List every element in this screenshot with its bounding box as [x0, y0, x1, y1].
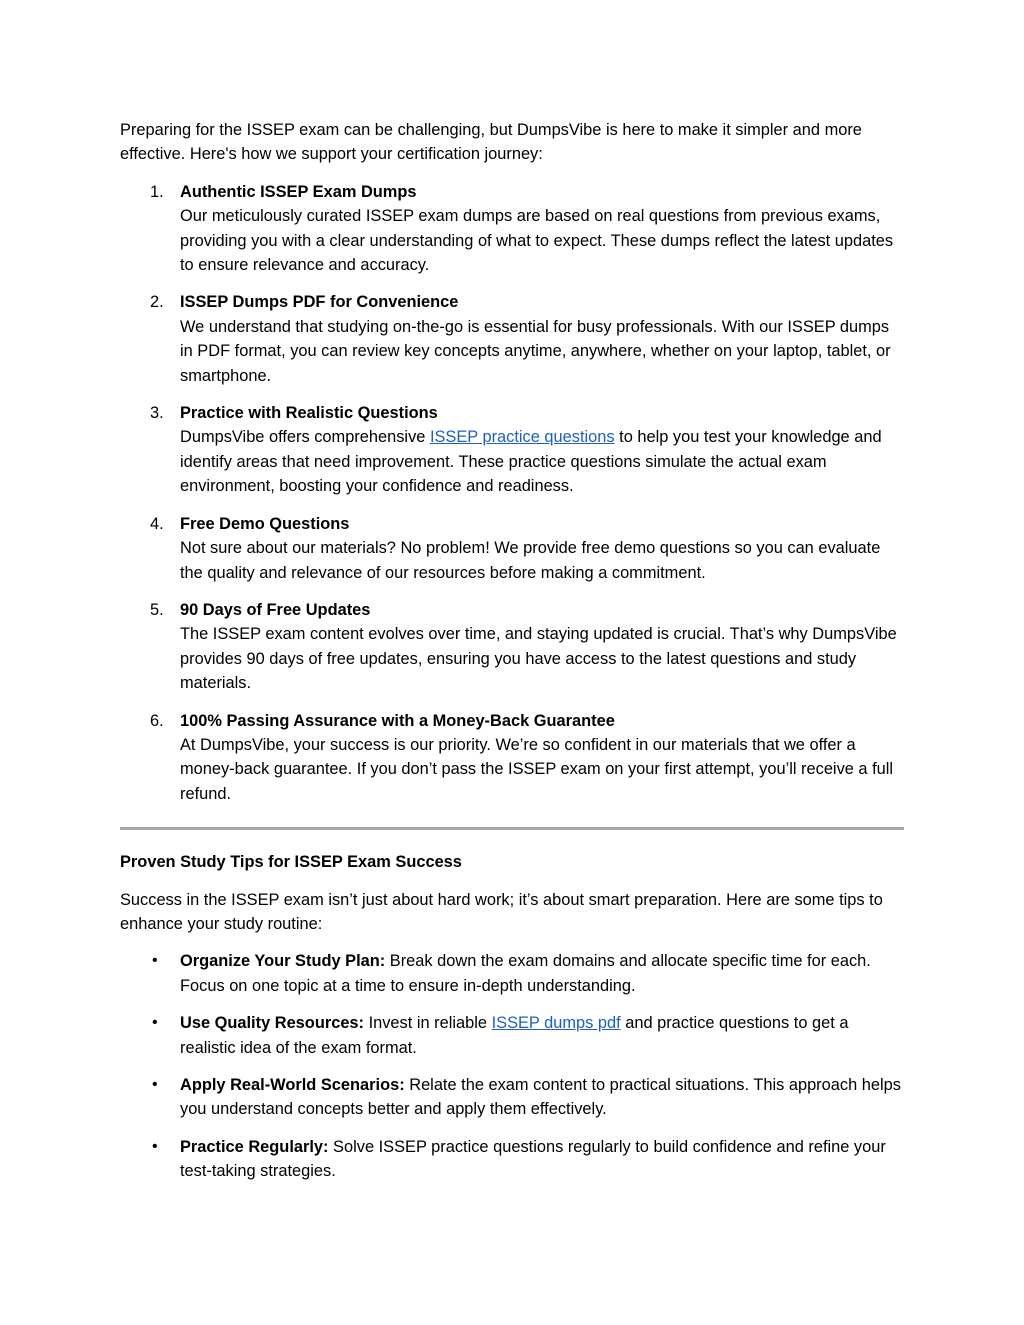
tip-text: and practice questions to get a realistic idea of the exam format.: [180, 1014, 849, 1057]
feature-item: [120, 709, 904, 807]
list-number: 2.: [150, 293, 164, 312]
section-heading: Proven Study Tips for ISSEP Exam Success: [120, 853, 462, 872]
feature-body-text: to help you test your knowledge and identify areas that need improvement. These practice questions simulate the actual exam environment, boosting your confidence and readiness.: [180, 428, 882, 496]
feature-body: We understand that studying on-the-go is essential for busy professionals. With our ISSEP dumps in PDF format, you can review key concepts anytime, anywhere, whether on your laptop, tablet, or smartphone.: [180, 317, 891, 385]
tip-label: Practice Regularly:: [180, 1137, 329, 1156]
list-number: 3.: [150, 404, 164, 423]
list-number: 1.: [150, 182, 164, 201]
feature-item: [120, 598, 904, 696]
feature-title: ISSEP Dumps PDF for Convenience: [180, 293, 459, 312]
feature-body: The ISSEP exam content evolves over time, and staying updated is crucial. That’s why DumpsVibe provides 90 days of free updates, ensuring you have access to the latest questions and study materials.: [180, 625, 897, 693]
list-number: 6.: [150, 711, 164, 730]
issep-dumps-pdf-link[interactable]: ISSEP dumps pdf: [491, 1014, 621, 1033]
tip-text: Relate the exam content to practical situations. This approach helps you understand concepts better and apply them effectively.: [180, 1076, 901, 1119]
tip-text: Break down the exam domains and allocate specific time for each. Focus on one topic at a time to ensure in-depth understanding.: [180, 952, 871, 995]
feature-list: [120, 180, 904, 806]
tip-item: [120, 1011, 904, 1060]
bullet-icon: •: [152, 1076, 158, 1093]
tip-label: Use Quality Resources:: [180, 1014, 365, 1033]
feature-title: 100% Passing Assurance with a Money-Back Guarantee: [180, 711, 615, 730]
tip-text: Invest in reliable: [364, 1014, 492, 1033]
feature-item: [120, 290, 904, 388]
feature-body: [180, 425, 904, 498]
horizontal-divider: [120, 827, 904, 830]
feature-body: Not sure about our materials? No problem! We provide free demo questions so you can evaluate the quality and relevance of our resources before making a commitment.: [180, 539, 881, 582]
bullet-icon: •: [152, 952, 158, 970]
feature-title: Free Demo Questions: [180, 514, 350, 533]
feature-body-text: DumpsVibe offers comprehensive: [180, 428, 430, 447]
feature-title: Authentic ISSEP Exam Dumps: [180, 182, 417, 201]
tip-item: [120, 1135, 904, 1184]
feature-title: Practice with Realistic Questions: [180, 404, 438, 423]
list-number: 5.: [150, 600, 164, 619]
bullet-icon: •: [152, 1137, 158, 1155]
tips-intro-paragraph: Success in the ISSEP exam isn’t just about hard work; it’s about smart preparation. Here are some tips to enhance your study routine:: [120, 890, 883, 933]
feature-body: Our meticulously curated ISSEP exam dumps are based on real questions from previous exams, providing you with a clear understanding of what to expect. These dumps reflect the latest updates to ensure relevance and accuracy.: [180, 207, 894, 275]
tip-item: [120, 949, 904, 998]
issep-practice-questions-link[interactable]: ISSEP practice questions: [429, 428, 615, 447]
intro-paragraph: Preparing for the ISSEP exam can be challenging, but DumpsVibe is here to make it simpler and more effective. Here's how we support your certification journey:: [120, 121, 862, 164]
feature-body: At DumpsVibe, your success is our priority. We’re so confident in our materials that we offer a money-back guarantee. If you don’t pass the ISSEP exam on your first attempt, you’ll receive a full refund.: [180, 735, 894, 803]
feature-item: [120, 512, 904, 585]
feature-item: [120, 401, 904, 499]
list-number: 4.: [150, 514, 164, 533]
document-page: [120, 118, 904, 1197]
tip-item: [120, 1073, 904, 1122]
tips-list: [120, 949, 904, 1183]
bullet-icon: •: [152, 1014, 158, 1032]
tip-label: Organize Your Study Plan:: [180, 952, 386, 971]
tip-text: Solve ISSEP practice questions regularly to build confidence and refine your test-taking strategies.: [180, 1137, 886, 1181]
feature-title: 90 Days of Free Updates: [180, 600, 371, 619]
feature-item: [120, 180, 904, 278]
tip-label: Apply Real-World Scenarios:: [180, 1076, 405, 1094]
